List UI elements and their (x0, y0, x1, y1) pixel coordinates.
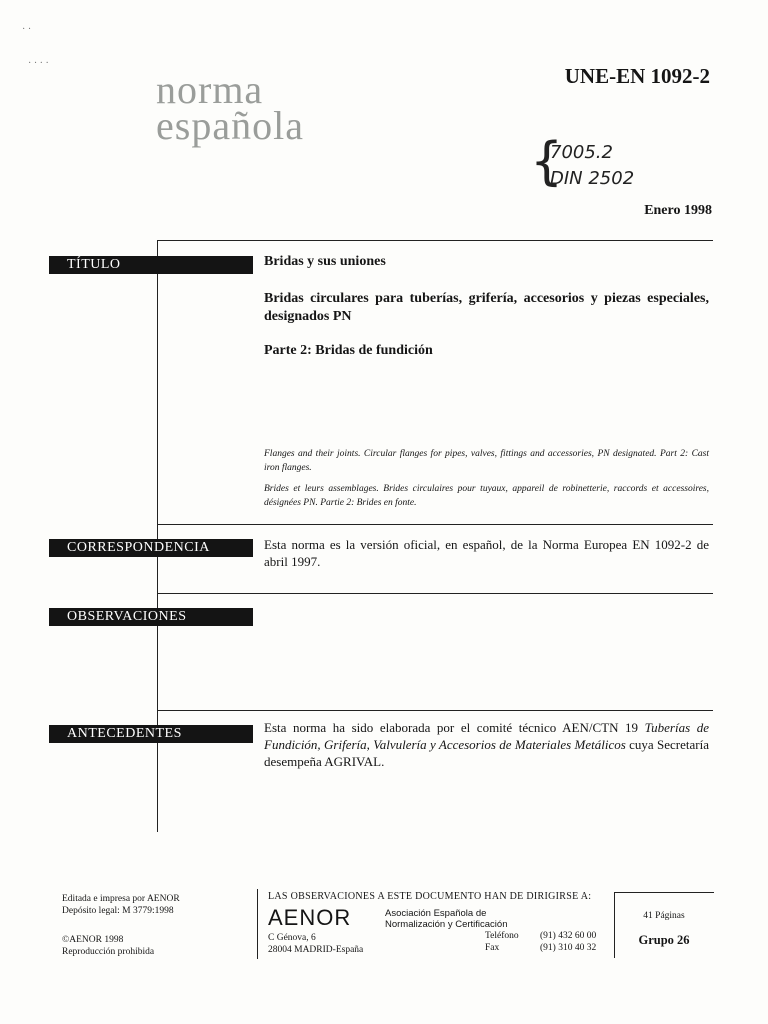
section-rule-correspondencia (157, 524, 713, 525)
title-french: Brides et leurs assemblages. Brides circulaires pour tuyaux, appareil de robinetterie, raccords et accessoires, désignées PN. Partie 2: Brides en fonte. (264, 484, 709, 508)
masthead-line2: española (156, 103, 304, 148)
footer-fax-label: Fax (485, 943, 500, 953)
title-part: Parte 2: Bridas de fundición (264, 343, 433, 358)
section-rule-titulo (157, 240, 713, 241)
group-number: Grupo 26 (638, 933, 690, 947)
scan-artifact: · · · · (28, 58, 49, 69)
page-count: 41 Páginas (643, 911, 685, 921)
footer-edited: Editada e impresa por AENOR (62, 894, 180, 904)
aenor-logo: AENOR (268, 905, 352, 930)
antecedentes-text (264, 719, 709, 770)
aenor-name-1: Asociación Española de (385, 908, 487, 919)
footer-phone-label: Teléfono (485, 931, 519, 941)
section-divider-vertical (157, 240, 158, 832)
footer-notice: LAS OBSERVACIONES A ESTE DOCUMENTO HAN DE DIRIGIRSE A: (268, 891, 592, 902)
publication-date: Enero 1998 (644, 203, 712, 218)
footer-reproduction: Reproducción prohibida (62, 947, 155, 957)
antecedentes-text-pre: Esta norma ha sido elaborada por el comité técnico AEN/CTN 19 (264, 720, 645, 735)
section-label-antecedentes: ANTECEDENTES (49, 725, 253, 743)
correspondencia-text: Esta norma es la versión oficial, en español, de la Norma Europea EN 1092-2 de abril 1997. (264, 537, 709, 569)
handwritten-line1: 7005.2 (550, 142, 613, 163)
scan-artifact: · · (22, 24, 32, 35)
aenor-name-2: Normalización y Certificación (385, 919, 508, 930)
masthead (156, 67, 304, 148)
footer-phone: (91) 432 60 00 (540, 931, 597, 941)
masthead-line1: norma (156, 67, 264, 112)
title-subtitle: Bridas circulares para tuberías, grifería, accesorios y piezas especiales, designados PN (264, 291, 709, 324)
antecedentes-committee-name: Tuberías de Fundición, Grifería, Valvulería y Accesorios de Materiales Metálicos (264, 720, 709, 752)
antecedentes-text-post: cuya Secretaría desempeña AGRIVAL. (264, 737, 709, 769)
footer-deposit: Depósito legal: M 3779:1998 (62, 906, 174, 916)
section-label-observaciones: OBSERVACIONES (49, 608, 253, 626)
footer-copyright: ©AENOR 1998 (62, 935, 124, 945)
section-label-correspondencia: CORRESPONDENCIA (49, 539, 253, 557)
handwritten-annotation (530, 132, 668, 198)
footer-city: 28004 MADRID-España (268, 945, 364, 955)
footer-divider-left (257, 889, 258, 959)
footer-fax: (91) 310 40 32 (540, 943, 597, 953)
title-main: Bridas y sus uniones (264, 254, 386, 269)
brace-mark: { (530, 132, 564, 192)
section-rule-observaciones (157, 593, 713, 594)
footer-street: C Génova, 6 (268, 933, 316, 943)
footer-rule-right (614, 892, 714, 893)
section-label-titulo: TÍTULO (49, 256, 253, 274)
handwritten-line2: DIN 2502 (550, 168, 635, 189)
footer-divider-right (614, 892, 615, 958)
section-rule-antecedentes (157, 710, 713, 711)
title-english: Flanges and their joints. Circular flanges for pipes, valves, fittings and accessories, PN designated. Part 2: Cast iron flanges. (264, 449, 709, 473)
document-code: UNE-EN 1092-2 (564, 64, 710, 88)
